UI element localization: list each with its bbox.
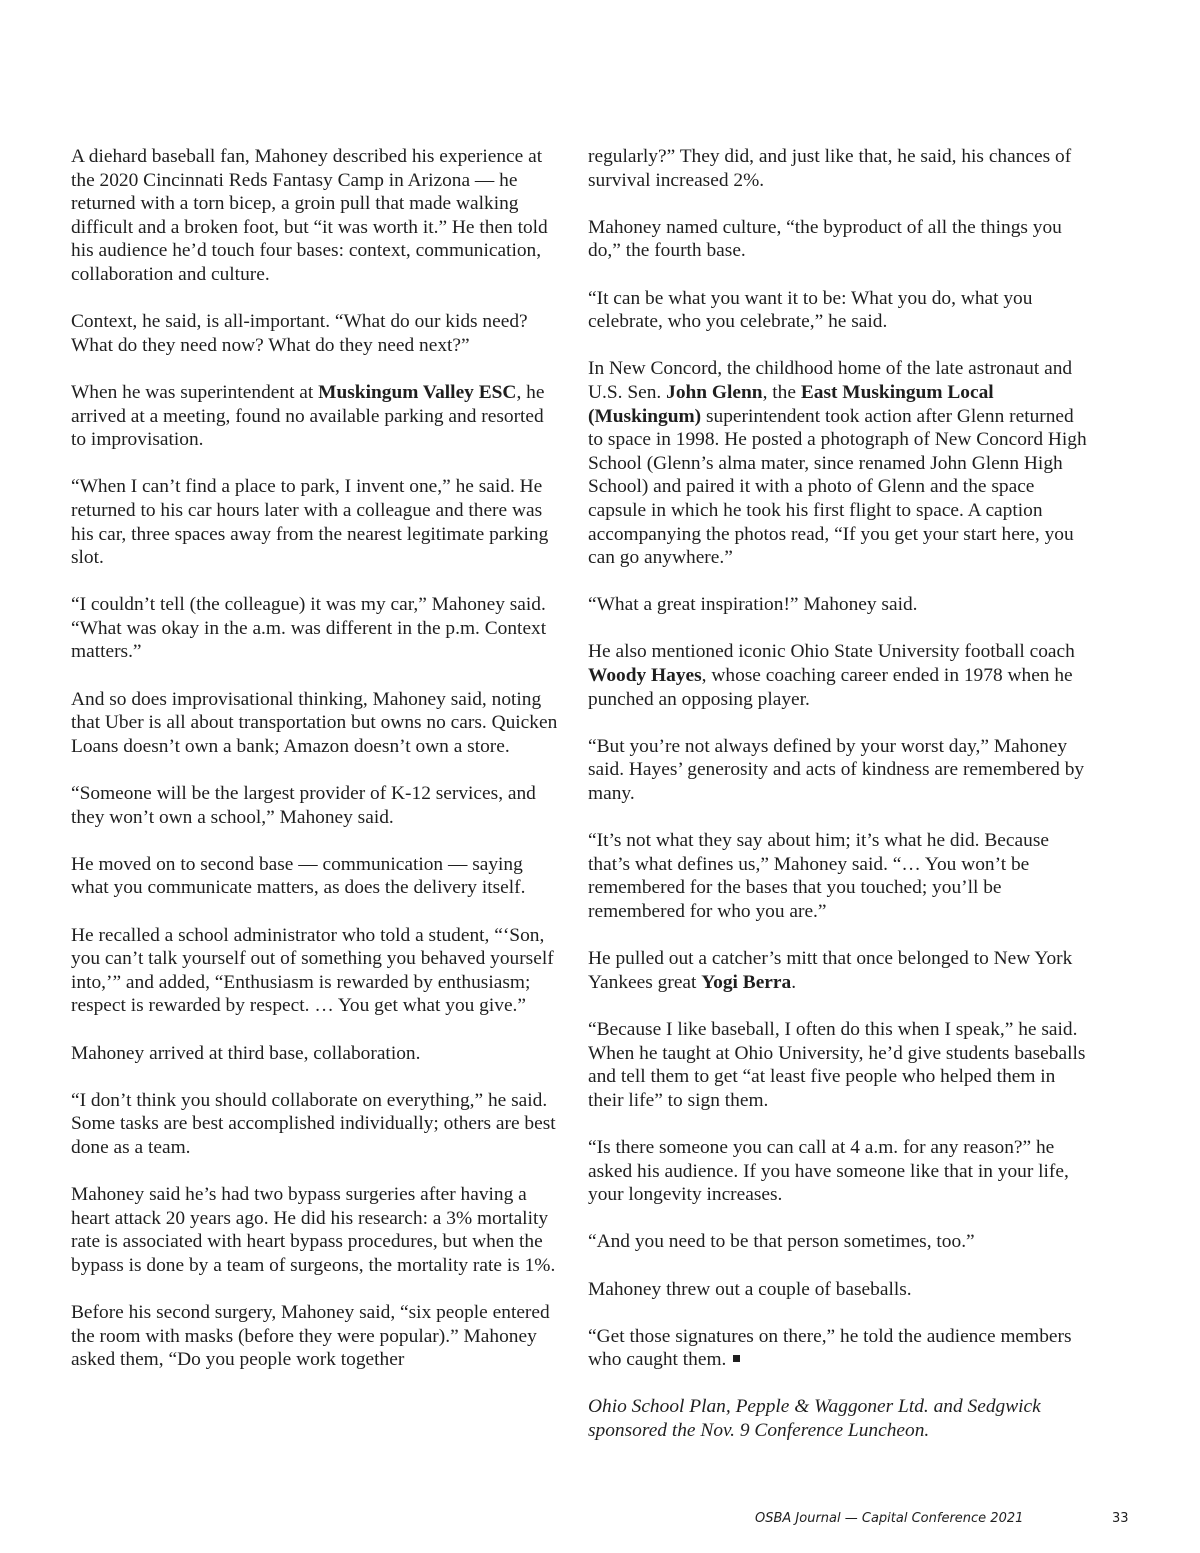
paragraph: “And you need to be that person sometimes, too.”	[588, 1231, 975, 1253]
article-left-column	[71, 145, 563, 1395]
bold-name: Woody Hayes	[588, 665, 702, 687]
sponsor-note: Ohio School Plan, Pepple & Waggoner Ltd. and Sedgwick sponsored the Nov. 9 Conference Luncheon.	[588, 1396, 1041, 1442]
text-run: , the	[762, 381, 801, 403]
paragraph: He recalled a school administrator who told a student, “‘Son, you can’t talk yourself out of something you behaved yourself into,’” and added, “Enthusiasm is rewarded by enthusiasm; respect is rewarded by respect. … You get what you give.”	[71, 924, 554, 1017]
paragraph: “Because I like baseball, I often do this when I speak,” he said. When he taught at Ohio University, he’d give students baseballs and tell them to get “at least five people who helped them in their life” to sign them.	[588, 1018, 1086, 1111]
paragraph	[588, 357, 1088, 569]
paragraph	[588, 640, 1088, 711]
text-run: When he was superintendent at	[71, 381, 319, 403]
paragraph: “When I can’t find a place to park, I invent one,” he said. He returned to his car hours later with a colleague and there was his car, three spaces away from the nearest legitimate parking slot.	[71, 476, 549, 569]
paragraph: “Is there someone you can call at 4 a.m. for any reason?” he asked his audience. If you have someone like that in your life, your longevity increases.	[588, 1136, 1069, 1206]
paragraph: And so does improvisational thinking, Mahoney said, noting that Uber is all about transportation but owns no cars. Quicken Loans doesn’t own a bank; Amazon doesn’t own a store.	[71, 688, 558, 757]
text-run: , he arrived at a meeting, found no available parking and resorted to improvisation.	[71, 381, 545, 451]
paragraph: “I couldn’t tell (the colleague) it was my car,” Mahoney said. “What was okay in the a.m. was different in the p.m. Context matters.”	[71, 594, 547, 663]
paragraph: “I don’t think you should collaborate on everything,” he said. Some tasks are best accomplished individually; others are best done as a team.	[71, 1089, 556, 1158]
paragraph: Mahoney threw out a couple of baseballs.	[588, 1278, 912, 1300]
bold-name: Yogi Berra	[701, 971, 792, 993]
paragraph: A diehard baseball fan, Mahoney described his experience at the 2020 Cincinnati Reds Fantasy Camp in Arizona — he returned with a torn bicep, a groin pull that made walking difficult and a broken foot, but “it was worth it.” He then told his audience he’d touch four bases: context, communication, collaboration and culture.	[71, 146, 548, 285]
paragraph: Before his second surgery, Mahoney said, “six people entered the room with masks (before they were popular).” Mahoney asked them, “Do you people work together	[71, 1302, 550, 1371]
footer-publication: OSBA Journal — Capital Conference 2021	[755, 1511, 1024, 1526]
text-run: “Get those signatures on there,” he told the audience members who caught them.	[588, 1325, 1072, 1371]
page-number: 33	[1112, 1511, 1129, 1526]
article-right-column	[588, 145, 1088, 1466]
paragraph	[71, 381, 563, 452]
paragraph: “But you’re not always defined by your worst day,” Mahoney said. Hayes’ generosity and acts of kindness are remembered by many.	[588, 735, 1085, 805]
bold-name: John Glenn	[666, 381, 763, 403]
bold-name: East Muskingum Local (Muskingum)	[588, 381, 994, 427]
paragraph: Mahoney arrived at third base, collaboration.	[71, 1042, 421, 1064]
text-run: .	[791, 971, 797, 993]
bold-name: Muskingum Valley ESC	[318, 381, 517, 403]
paragraph: He moved on to second base — communication — saying what you communicate matters, as does the delivery itself.	[71, 853, 526, 899]
paragraph	[588, 947, 1088, 994]
text-run: In New Concord, the childhood home of the late astronaut and U.S. Sen.	[588, 358, 1073, 403]
paragraph: “What a great inspiration!” Mahoney said.	[588, 594, 918, 616]
paragraph: “Someone will be the largest provider of K-12 services, and they won’t own a school,” Mahoney said.	[71, 783, 536, 828]
paragraph: Context, he said, is all-important. “What do our kids need? What do they need now? What do they need next?”	[71, 311, 528, 356]
paragraph: regularly?” They did, and just like that, he said, his chances of survival increased 2%.	[588, 146, 1072, 191]
text-run: He pulled out a catcher’s mitt that once belonged to New York Yankees great	[588, 948, 1073, 993]
paragraph: “It’s not what they say about him; it’s what he did. Because that’s what defines us,” Mahoney said. “… You won’t be remembered for the bases that you touched; you’ll be remembered for who you are.”	[588, 830, 1049, 922]
text-run: superintendent took action after Glenn returned to space in 1998. He posted a photograph of New Concord High School (Glenn’s alma mater, since renamed John Glenn High School) and paired it with a photo of Glenn and the space capsule in which he took his first flight to space. A caption accompanying the photos read, “If you get your start here, you can go anywhere.”	[588, 405, 1087, 569]
paragraph	[588, 1325, 1088, 1372]
paragraph: Mahoney named culture, “the byproduct of all the things you do,” the fourth base.	[588, 216, 1062, 262]
paragraph: “It can be what you want it to be: What you do, what you celebrate, who you celebrate,” he said.	[588, 287, 1033, 333]
end-of-article-icon	[733, 1355, 740, 1362]
text-run: , whose coaching career ended in 1978 when he punched an opposing player.	[588, 665, 1073, 710]
paragraph: Mahoney said he’s had two bypass surgeries after having a heart attack 20 years ago. He did his research: a 3% mortality rate is associated with heart bypass procedures, but when the bypass is done by a team of surgeons, the mortality rate is 1%.	[71, 1184, 556, 1276]
text-run: He also mentioned iconic Ohio State University football coach	[588, 641, 1075, 663]
